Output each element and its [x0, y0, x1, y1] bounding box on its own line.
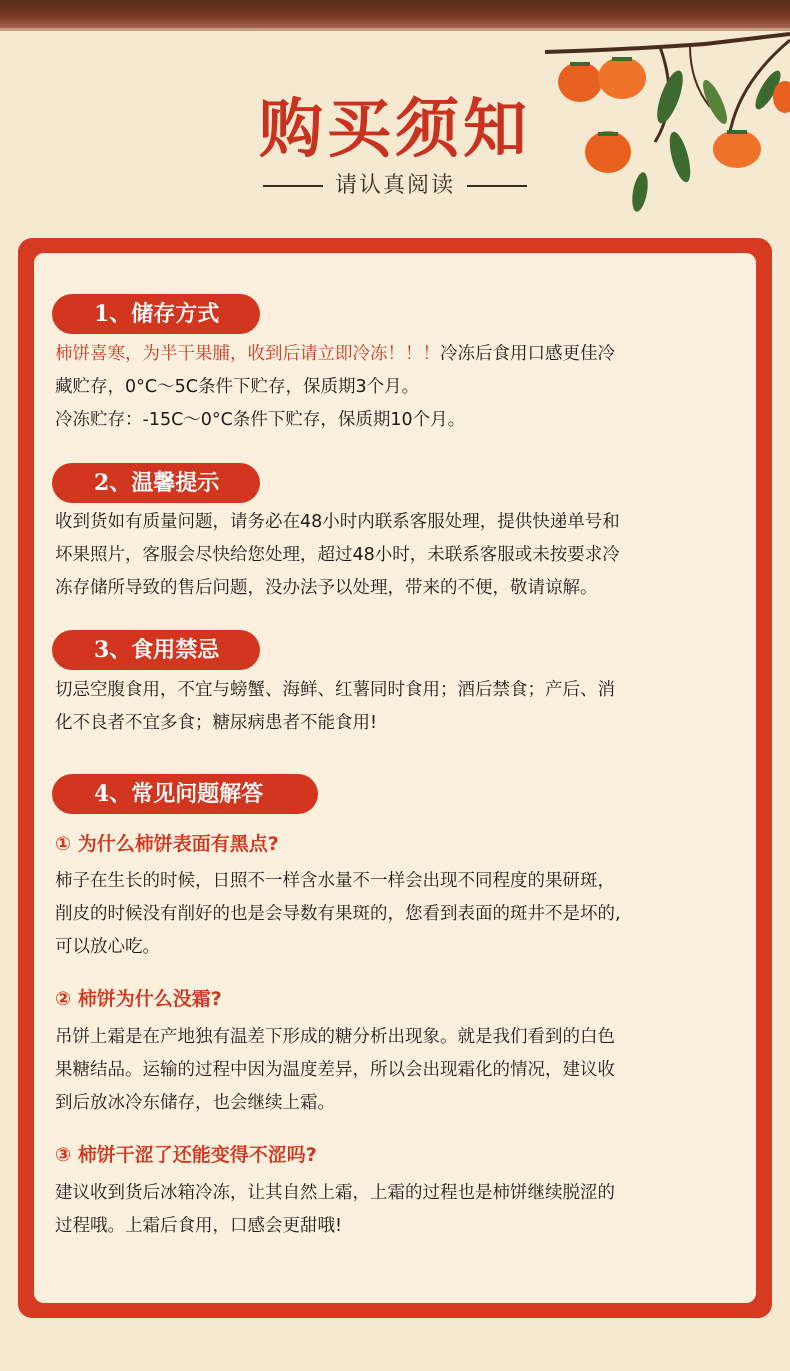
taboo-text	[55, 674, 745, 740]
tips-text	[55, 506, 745, 605]
page-subtitle	[0, 168, 790, 199]
faq-question-1: ① 为什么柿饼表面有黑点?	[55, 833, 279, 855]
faq-answer-line: 柿子在生长的时候，日照不一样含水量不一样会出现不同程度的果研斑，	[55, 871, 615, 891]
faq-question-3: ③ 柿饼干涩了还能变得不涩吗?	[55, 1144, 317, 1166]
section-storage-label: 1、储存方式	[52, 294, 260, 334]
storage-line-1-rest: 冷冻后食用口感更佳冷	[440, 344, 615, 364]
faq-answer-1	[55, 865, 745, 964]
taboo-line: 化不良者不宜多食；糖尿病患者不能食用!	[55, 713, 378, 733]
storage-text	[55, 338, 745, 437]
faq-answer-3	[55, 1177, 745, 1243]
page-title: 购买须知	[259, 92, 531, 167]
storage-warning: 柿饼喜寒，为半干果脯，收到后请立即冷冻！！！	[55, 344, 440, 364]
tips-line: 收到货如有质量问题，请务必在48小时内联系客服处理，提供快递单号和	[55, 512, 620, 532]
section-tips-label: 2、温馨提示	[52, 463, 260, 503]
subtitle-text: 请认真阅读	[334, 173, 455, 198]
faq-answer-line: 到后放冰冷东储存，也会继续上霜。	[55, 1093, 335, 1113]
faq-answer-line: 吊饼上霜是在产地独有温差下形成的糖分析出现象。就是我们看到的白色	[55, 1027, 615, 1047]
tips-line: 坏果照片，客服会尽快给您处理，超过48小时，未联系客服或未按要求冷	[55, 545, 620, 565]
storage-line-1	[55, 338, 745, 371]
faq-answer-line: 过程哦。上霜后食用，口感会更甜哦!	[55, 1216, 343, 1236]
subtitle-right-rule	[467, 185, 527, 187]
faq-answer-line: 可以放心吃。	[55, 937, 160, 957]
storage-line-2: 藏贮存，0°C～5C条件下贮存，保质期3个月。	[55, 377, 420, 397]
tips-line: 冻存储所导致的售后问题，没办法予以处理，带来的不便，敬请谅解。	[55, 578, 598, 598]
faq-answer-2	[55, 1021, 745, 1120]
section-faq-label: 4、常见问题解答	[52, 774, 318, 814]
faq-question-2: ② 柿饼为什么没霜?	[55, 988, 222, 1010]
section-taboo-label: 3、食用禁忌	[52, 630, 260, 670]
taboo-line: 切忌空腹食用，不宜与螃蟹、海鲜、红薯同时食用；酒后禁食；产后、消	[55, 680, 615, 700]
faq-answer-line: 削皮的时候没有削好的也是会导数有果斑的，您看到表面的斑井不是坏的,	[55, 904, 621, 924]
subtitle-left-rule	[263, 185, 323, 187]
storage-line-3: 冷冻贮存：-15C～0°C条件下贮存，保质期10个月。	[55, 410, 466, 430]
faq-answer-line: 建议收到货后冰箱冷冻，让其自然上霜，上霜的过程也是柿饼继续脱涩的	[55, 1183, 615, 1203]
faq-answer-line: 果糖结品。运输的过程中因为温度差异，所以会出现霜化的情况，建议收	[55, 1060, 615, 1080]
